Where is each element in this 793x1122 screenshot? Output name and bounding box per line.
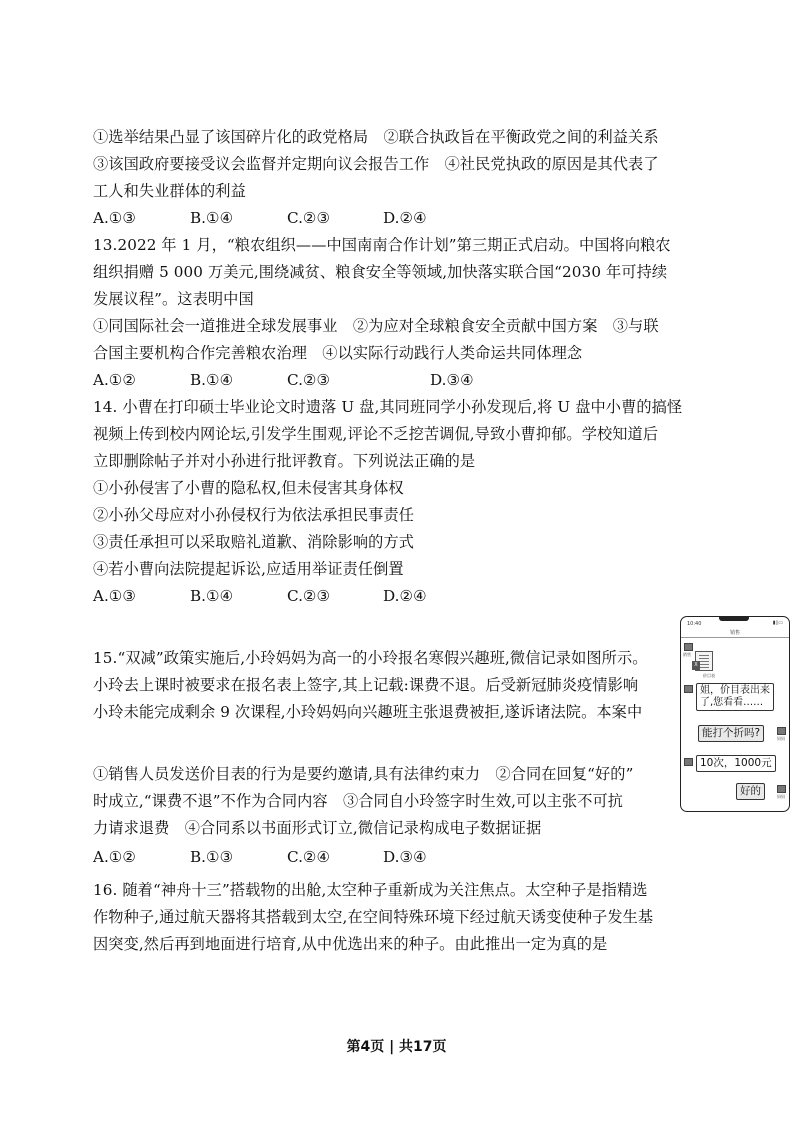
sales-avatar — [684, 758, 693, 766]
chat-bubble-sales-2: 10次，1000元 — [696, 755, 776, 772]
q16-stem-line-2: 作物种子,通过航天器将其搭载到太空,在空间特殊环境下经过航天诱变使种子发生基 — [93, 908, 654, 926]
mom-avatar — [777, 785, 786, 793]
q16-stem-line-1: 16. 随着“神舟十三”搭载物的出舱,太空种子重新成为关注焦点。太空种子是指精选 — [93, 881, 648, 899]
mom-avatar-caption: 妈妈 — [777, 736, 785, 741]
sales-avatar-caption: 销售 — [683, 652, 691, 657]
q14-option-1: ①小孙侵害了小曹的隐私权,但未侵害其身体权 — [93, 479, 404, 497]
phone-status-icons: ▮▯▭ — [772, 620, 783, 626]
q15-stem-line-3: 小玲未能完成剩余 9 次课程,小玲妈妈向兴趣班主张退费被拒,遂诉诸法院。本案中 — [93, 703, 643, 721]
q14-option-2: ②小孙父母应对小孙侵权行为依法承担民事责任 — [93, 506, 415, 524]
q13-stem-line-3: 发展议程”。这表明中国 — [93, 290, 254, 308]
q14-choice-a[interactable]: A.①③ — [93, 587, 137, 605]
q14-stem-line-2: 视频上传到校内网论坛,引发学生围观,评论不乏挖苦调侃,导致小曹抑郁。学校知道后 — [93, 425, 659, 443]
q13-option-line-2: 合国主要机构合作完善粮农治理 ④以实际行动践行人类命运共同体理念 — [93, 344, 583, 362]
q15-choice-c[interactable]: C.②④ — [287, 848, 331, 866]
chat-title: 销售 — [729, 630, 740, 636]
q14-choice-b[interactable]: B.①④ — [190, 587, 234, 605]
q16-stem-line-3: 因突变,然后再到地面进行培育,从中优选出来的种子。由此推出一定为真的是 — [93, 935, 608, 953]
chat-bubble-mom-2: 好的 — [736, 783, 765, 800]
page-footer: 第4页 | 共17页 — [346, 1039, 447, 1055]
phone-status-time: 10:40 — [687, 621, 702, 627]
q15-choice-a[interactable]: A.①② — [93, 848, 137, 866]
q15-stem-line-1: 15.“双减”政策实施后,小玲妈妈为高一的小玲报名寒假兴趣班,微信记录如图所示。 — [93, 649, 648, 667]
q13-choice-d[interactable]: D.③④ — [430, 371, 474, 389]
sales-avatar — [684, 643, 693, 651]
phone-notch — [719, 617, 749, 621]
chat-bubble-mom-1: 能打个折吗? — [698, 725, 764, 742]
q13-choice-c[interactable]: C.②③ — [287, 371, 331, 389]
q14-choice-d[interactable]: D.②④ — [383, 587, 427, 605]
q15-stem-line-2: 小玲去上课时被要求在报名表上签字,其上记载:课费不退。后受新冠肺炎疫情影响 — [93, 676, 639, 694]
q12-choice-c[interactable]: C.②③ — [287, 209, 331, 227]
mom-avatar-caption: 妈妈 — [777, 794, 785, 799]
q12-option-line-2: ③该国政府要接受议会监督并定期向议会报告工作 ④社民党执政的原因是其代表了 — [93, 155, 659, 173]
q14-stem-line-1: 14. 小曹在打印硕士毕业论文时遗落 U 盘,其同班同学小孙发现后,将 U 盘中小曹的搞怪 — [93, 398, 683, 416]
q12-choice-a[interactable]: A.①③ — [93, 209, 137, 227]
q13-choice-a[interactable]: A.①② — [93, 371, 137, 389]
q14-stem-line-3: 立即删除帖子并对小孙进行批评教育。下列说法正确的是 — [93, 452, 476, 470]
q15-option-line-1: ①销售人员发送价目表的行为是要约邀请,具有法律约束力 ②合同在回复“好的” — [93, 765, 634, 783]
chat-header-divider — [681, 637, 789, 638]
excel-badge-icon: X — [692, 661, 700, 670]
mom-avatar — [777, 727, 786, 735]
wechat-phone-illustration — [680, 616, 790, 812]
q15-option-line-2: 时成立,“课费不退”不作为合同内容 ③合同自小玲签字时生效,可以主张不可抗 — [93, 792, 624, 810]
q15-choice-d[interactable]: D.③④ — [383, 848, 427, 866]
q14-option-3: ③责任承担可以采取赔礼道歉、消除影响的方式 — [93, 533, 415, 551]
q15-option-line-3: 力请求退费 ④合同系以书面形式订立,微信记录构成电子数据证据 — [93, 819, 542, 837]
q13-option-line-1: ①同国际社会一道推进全球发展事业 ②为应对全球粮食安全贡献中国方案 ③与联 — [93, 317, 659, 335]
q12-choice-b[interactable]: B.①④ — [190, 209, 234, 227]
q13-choice-b[interactable]: B.①④ — [190, 371, 234, 389]
q15-choice-b[interactable]: B.①③ — [190, 848, 234, 866]
q13-stem-line-2: 组织捐赠 5 000 万美元,围绕减贫、粮食安全等领域,加快落实联合国“2030 年可持续 — [93, 263, 668, 281]
chat-bubble-sales-1: 姐，价目表出来 了,您看看…… — [696, 683, 774, 711]
q12-option-line-1: ①选举结果凸显了该国碎片化的政党格局 ②联合执政旨在平衡政党之间的利益关系 — [93, 128, 659, 146]
q14-option-4: ④若小曹向法院提起诉讼,应适用举证责任倒置 — [93, 560, 404, 578]
price-list-caption: 价目表 — [703, 673, 715, 678]
q12-option-line-3: 工人和失业群体的利益 — [93, 182, 246, 200]
q13-stem-line-1: 13.2022 年 1 月，“粮农组织——中国南南合作计划”第三期正式启动。中国将向粮农 — [93, 236, 671, 254]
q14-choice-c[interactable]: C.②③ — [287, 587, 331, 605]
q12-choice-d[interactable]: D.②④ — [383, 209, 427, 227]
sales-avatar — [684, 685, 693, 693]
